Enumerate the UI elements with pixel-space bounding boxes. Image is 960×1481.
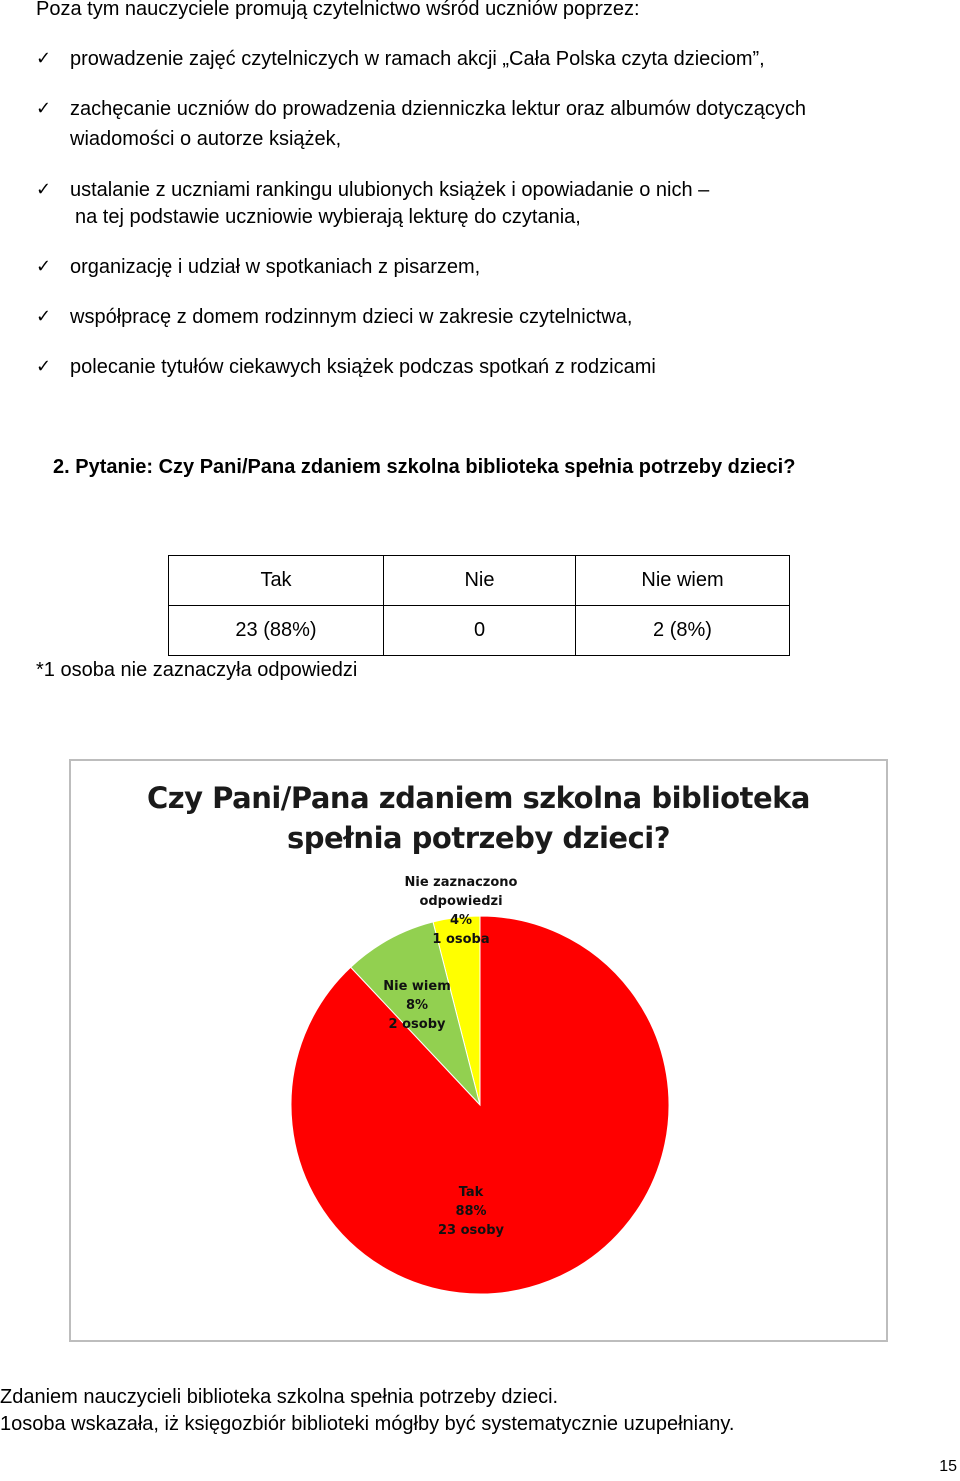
chart-title-line1: Czy Pani/Pana zdaniem szkolna biblioteka: [147, 781, 810, 815]
question-heading: 2. Pytanie: Czy Pani/Pana zdaniem szkolna biblioteka spełnia potrzeby dzieci?: [53, 456, 796, 478]
slice-count: 23 osoby: [438, 1223, 504, 1238]
checkmark-icon: ✓: [36, 98, 52, 119]
chart-title-line2: spełnia potrzeby dzieci?: [286, 821, 671, 855]
slice-label-dont-know: [383, 977, 451, 1034]
table-header-cell: Nie: [384, 556, 576, 606]
slice-label-text: Nie wiem: [383, 979, 451, 994]
slice-count: 1 osoba: [432, 932, 490, 947]
list-item-text: współpracę z domem rodzinnym dzieci w zakresie czytelnictwa,: [70, 306, 633, 328]
list-item-text: zachęcanie uczniów do prowadzenia dzienniczka lektur oraz albumów dotyczących: [70, 98, 806, 120]
table-header-cell: Tak: [169, 556, 384, 606]
slice-percent: 4%: [449, 913, 473, 928]
list-item-text: ustalanie z uczniami rankingu ulubionych książek i opowiadanie o nich –: [70, 179, 710, 201]
slice-percent: 88%: [455, 1204, 487, 1219]
list-item-text-continued: wiadomości o autorze książek,: [70, 128, 342, 150]
list-item-text: polecanie tytułów ciekawych książek podczas spotkań z rodzicami: [70, 356, 656, 378]
slice-label-text: odpowiedzi: [419, 894, 503, 909]
footnote: *1 osoba nie zaznaczyła odpowiedzi: [36, 659, 358, 681]
table-cell: 0: [384, 606, 576, 656]
table-row: [169, 556, 790, 606]
list-item-text: prowadzenie zajęć czytelniczych w ramach akcji „Cała Polska czyta dzieciom”,: [70, 48, 765, 70]
checkmark-icon: ✓: [36, 256, 52, 277]
checkmark-icon: ✓: [36, 356, 52, 377]
checkmark-icon: ✓: [36, 48, 52, 69]
checkmark-icon: ✓: [36, 179, 52, 200]
answers-table: [168, 555, 790, 656]
table-cell: 23 (88%): [169, 606, 384, 656]
table-header-cell: Nie wiem: [576, 556, 790, 606]
pie-chart: [69, 759, 888, 1342]
list-item-text: organizację i udział w spotkaniach z pisarzem,: [70, 256, 481, 278]
slice-label-no-answer: [404, 873, 517, 949]
slice-label-yes: [438, 1183, 504, 1240]
slice-count: 2 osoby: [388, 1017, 446, 1032]
slice-label-text: Nie zaznaczono: [404, 875, 518, 890]
page-number: 15: [939, 1458, 957, 1475]
table-row: [169, 606, 790, 656]
intro-text: Poza tym nauczyciele promują czytelnictwo wśród uczniów poprzez:: [36, 0, 640, 20]
table-cell: 2 (8%): [576, 606, 790, 656]
slice-label-text: Tak: [458, 1185, 484, 1200]
pie-svg: [71, 761, 886, 1340]
slice-percent: 8%: [405, 998, 429, 1013]
checkmark-icon: ✓: [36, 306, 52, 327]
summary-line: Zdaniem nauczycieli biblioteka szkolna spełnia potrzeby dzieci.: [0, 1386, 559, 1408]
summary-line: 1osoba wskazała, iż księgozbiór biblioteki mógłby być systematycznie uzupełniany.: [0, 1413, 735, 1435]
list-item-text-continued: na tej podstawie uczniowie wybierają lekturę do czytania,: [75, 206, 581, 228]
